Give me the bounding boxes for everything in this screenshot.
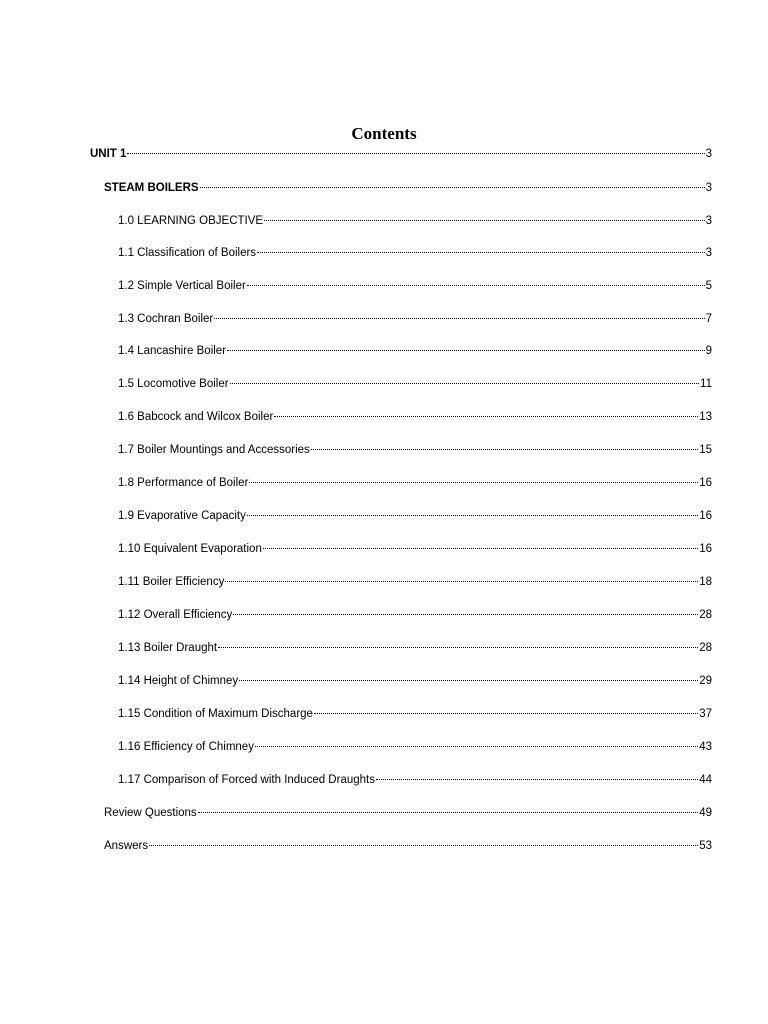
dot-leader <box>225 581 698 582</box>
toc-entry[interactable] <box>118 442 712 458</box>
toc-entry-page-number: 44 <box>699 774 712 786</box>
toc-entry-page-number: 3 <box>705 182 712 194</box>
dot-leader <box>233 614 698 615</box>
dot-leader <box>149 845 698 846</box>
dot-leader <box>214 318 704 319</box>
toc-entry-label: Review Questions <box>104 807 197 819</box>
toc-entry-label: UNIT 1 <box>90 148 127 160</box>
toc-entry-label: 1.8 Performance of Boiler <box>118 477 249 489</box>
toc-entry-page-number: 13 <box>699 411 712 423</box>
toc-entry-page-number: 28 <box>699 642 712 654</box>
dot-leader <box>239 680 698 681</box>
toc-entry-page-number: 16 <box>699 543 712 555</box>
toc-entry-label: 1.11 Boiler Efficiency <box>118 576 225 588</box>
toc-entry[interactable] <box>118 409 712 425</box>
toc-entry-label: 1.3 Cochran Boiler <box>118 313 214 325</box>
toc-entry-label: 1.17 Comparison of Forced with Induced Draughts <box>118 774 375 786</box>
toc-entry-label: 1.10 Equivalent Evaporation <box>118 543 262 555</box>
toc-entry[interactable] <box>118 607 712 623</box>
toc-entry-label: 1.7 Boiler Mountings and Accessories <box>118 444 310 456</box>
toc-entry[interactable] <box>104 180 712 196</box>
toc-entry-page-number: 18 <box>699 576 712 588</box>
toc-entry-label: 1.15 Condition of Maximum Discharge <box>118 708 313 720</box>
toc-entry[interactable] <box>118 541 712 557</box>
toc-entry-page-number: 7 <box>705 313 712 325</box>
toc-entry-page-number: 29 <box>699 675 712 687</box>
toc-entry[interactable] <box>118 213 712 229</box>
dot-leader <box>230 383 699 384</box>
dot-leader <box>257 252 705 253</box>
toc-entry[interactable] <box>118 311 712 327</box>
dot-leader <box>274 416 698 417</box>
toc-entry-page-number: 5 <box>705 280 712 292</box>
toc-entry-page-number: 37 <box>699 708 712 720</box>
toc-entry[interactable] <box>118 574 712 590</box>
page-title: Contents <box>351 124 417 143</box>
dot-leader <box>264 220 705 221</box>
toc-entry-label: 1.4 Lancashire Boiler <box>118 345 227 357</box>
dot-leader <box>198 812 699 813</box>
toc-entry-label: 1.12 Overall Efficiency <box>118 609 233 621</box>
toc-entry-page-number: 9 <box>705 345 712 357</box>
toc-entry[interactable] <box>118 673 712 689</box>
toc-entry-page-number: 49 <box>699 807 712 819</box>
toc-entry-label: 1.5 Locomotive Boiler <box>118 378 229 390</box>
toc-entry-label: 1.14 Height of Chimney <box>118 675 239 687</box>
toc-entry[interactable] <box>118 508 712 524</box>
toc-entry-page-number: 3 <box>705 148 712 160</box>
toc-entry-label: 1.1 Classification of Boilers <box>118 247 257 259</box>
toc-entry[interactable] <box>90 146 712 162</box>
dot-leader <box>218 647 698 648</box>
toc-entry[interactable] <box>118 376 712 392</box>
toc-entry[interactable] <box>118 245 712 261</box>
toc-entry-page-number: 43 <box>699 741 712 753</box>
dot-leader <box>247 285 705 286</box>
toc-entry[interactable] <box>118 343 712 359</box>
toc-entry-label: 1.0 LEARNING OBJECTIVE <box>118 215 264 227</box>
toc-entry-page-number: 53 <box>699 840 712 852</box>
dot-leader <box>263 548 698 549</box>
toc-entry[interactable] <box>118 640 712 656</box>
toc-entry-label: STEAM BOILERS <box>104 182 199 194</box>
toc-entry-label: 1.13 Boiler Draught <box>118 642 218 654</box>
toc-entry[interactable] <box>104 838 712 854</box>
dot-leader <box>376 779 698 780</box>
dot-leader <box>200 187 705 188</box>
toc-entry-page-number: 3 <box>705 215 712 227</box>
dot-leader <box>227 350 705 351</box>
toc-entry[interactable] <box>118 772 712 788</box>
toc-entry-label: 1.6 Babcock and Wilcox Boiler <box>118 411 274 423</box>
toc-entry[interactable] <box>118 739 712 755</box>
toc-entry-label: Answers <box>104 840 149 852</box>
toc-entry-label: 1.9 Evaporative Capacity <box>118 510 246 522</box>
toc-entry-page-number: 15 <box>699 444 712 456</box>
dot-leader <box>311 449 698 450</box>
toc-entry-label: 1.2 Simple Vertical Boiler <box>118 280 246 292</box>
toc-entry[interactable] <box>104 805 712 821</box>
dot-leader <box>127 153 704 154</box>
dot-leader <box>247 515 698 516</box>
dot-leader <box>314 713 698 714</box>
toc-entry-label: 1.16 Efficiency of Chimney <box>118 741 254 753</box>
toc-entry-page-number: 28 <box>699 609 712 621</box>
dot-leader <box>249 482 698 483</box>
dot-leader <box>255 746 698 747</box>
toc-entry-page-number: 16 <box>699 510 712 522</box>
toc-entry-page-number: 11 <box>700 378 712 390</box>
toc-entry[interactable] <box>118 278 712 294</box>
toc-entry[interactable] <box>118 475 712 491</box>
toc-entry-page-number: 16 <box>699 477 712 489</box>
toc-entry-page-number: 3 <box>705 247 712 259</box>
toc-entry[interactable] <box>118 706 712 722</box>
